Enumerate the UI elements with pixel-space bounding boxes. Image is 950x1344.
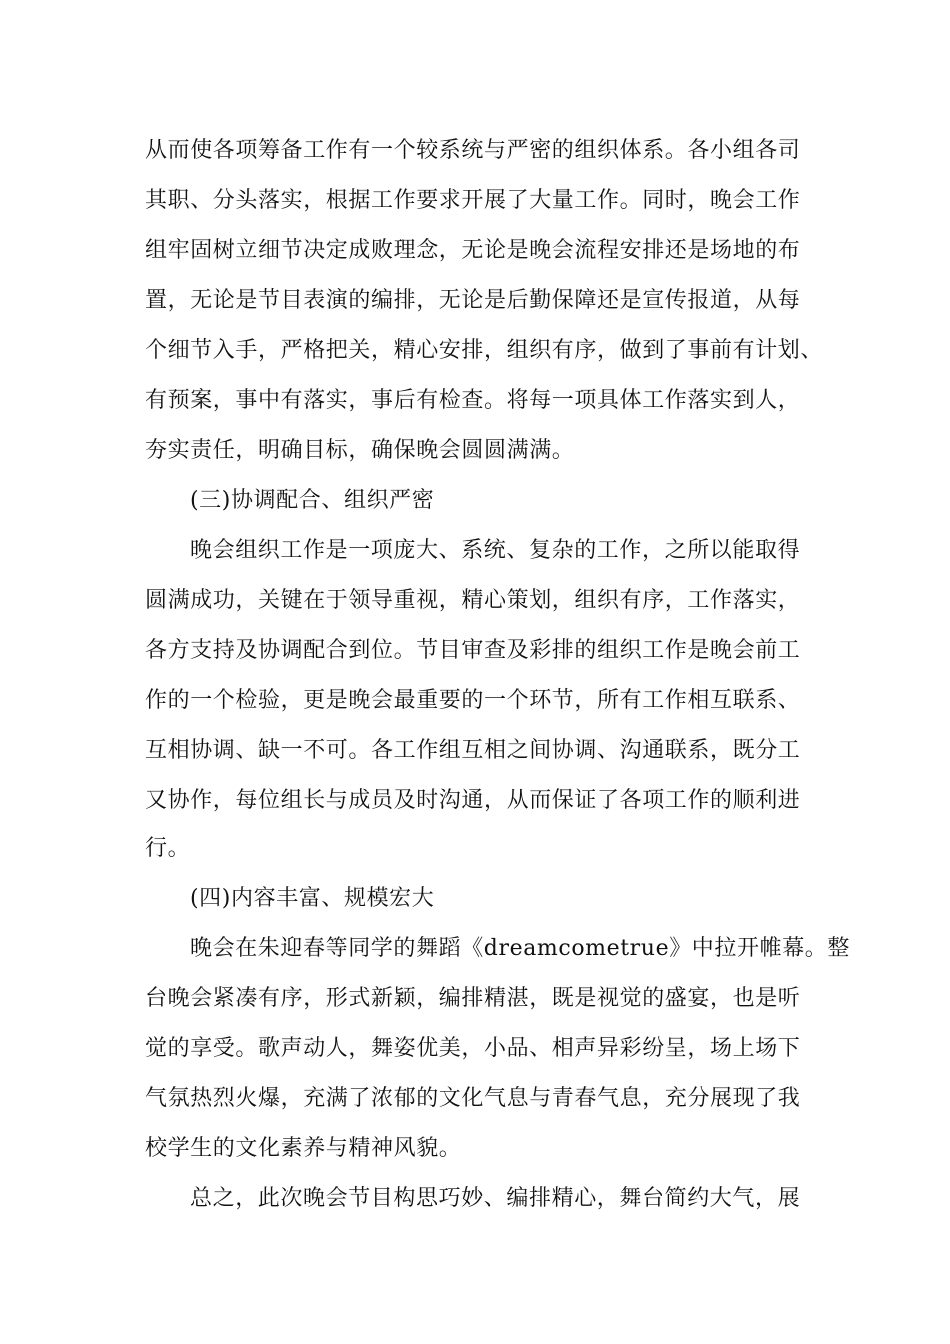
paragraph-line: 个细节入手，严格把关，精心安排，组织有序，做到了事前有计划、: [145, 338, 824, 363]
paragraph-line: 置，无论是节目表演的编排，无论是后勤保障还是宣传报道，从每: [145, 288, 801, 313]
paragraph-line: 从而使各项筹备工作有一个较系统与严密的组织体系。各小组各司: [145, 138, 801, 163]
paragraph-line: 圆满成功，关键在于领导重视，精心策划，组织有序，工作落实，: [145, 588, 801, 613]
paragraph-line: 作的一个检验，更是晚会最重要的一个环节，所有工作相互联系、: [145, 688, 801, 713]
paragraph-line: 夯实责任，明确目标，确保晚会圆圆满满。: [145, 438, 575, 463]
paragraph-line: 有预案，事中有落实，事后有检查。将每一项具体工作落实到人，: [145, 388, 801, 413]
paragraph-line: 晚会组织工作是一项庞大、系统、复杂的工作，之所以能取得: [190, 538, 801, 563]
paragraph-line: 互相协调、缺一不可。各工作组互相之间协调、沟通联系，既分工: [145, 738, 801, 763]
section-heading: (三)协调配合、组织严密: [190, 488, 435, 513]
paragraph-line: 行。: [145, 836, 191, 861]
section-heading: (四)内容丰富、规模宏大: [190, 886, 435, 911]
paragraph-line: 晚会在朱迎春等同学的舞蹈《dreamcometrue》中拉开帷幕。整: [190, 936, 850, 961]
paragraph-line: 又协作，每位组长与成员及时沟通，从而保证了各项工作的顺利进: [145, 788, 801, 813]
paragraph-line: 总之，此次晚会节目构思巧妙、编排精心，舞台简约大气，展: [190, 1186, 801, 1211]
paragraph-line: 台晚会紧凑有序，形式新颖，编排精湛，既是视觉的盛宴，也是听: [145, 986, 801, 1011]
paragraph-line: 气氛热烈火爆，充满了浓郁的文化气息与青春气息，充分展现了我: [145, 1086, 801, 1111]
paragraph-line: 校学生的文化素养与精神风貌。: [145, 1136, 462, 1161]
paragraph-line: 组牢固树立细节决定成败理念，无论是晚会流程安排还是场地的布: [145, 238, 801, 263]
paragraph-line: 觉的享受。歌声动人，舞姿优美，小品、相声异彩纷呈，场上场下: [145, 1036, 801, 1061]
paragraph-line: 各方支持及协调配合到位。节目审查及彩排的组织工作是晚会前工: [145, 638, 801, 663]
paragraph-line: 其职、分头落实，根据工作要求开展了大量工作。同时，晚会工作: [145, 188, 801, 213]
